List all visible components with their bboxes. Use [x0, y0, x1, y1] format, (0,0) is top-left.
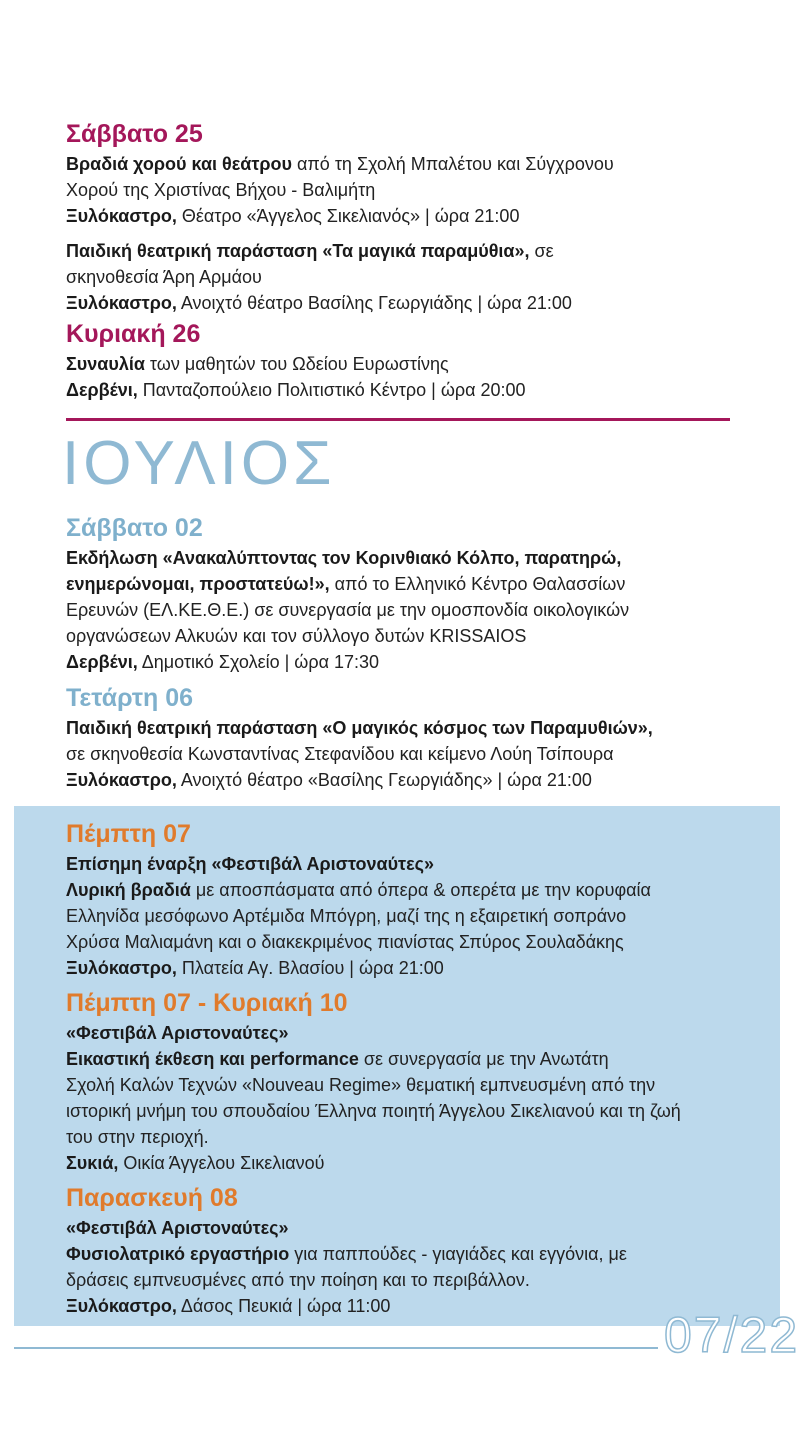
event-line: «Φεστιβάλ Αριστοναύτες»: [66, 1218, 289, 1238]
event-location: Ξυλόκαστρο, Δάσος Πευκιά | ώρα 11:00: [66, 1296, 391, 1316]
event-line: Παιδική θεατρική παράσταση «Ο μαγικός κόσμος των Παραμυθιών»,: [66, 718, 653, 738]
event-day-thu07-sun10: [66, 989, 746, 1176]
event-day-sat25: [66, 120, 746, 316]
event-line: Εκδήλωση «Ανακαλύπτοντας τον Κορινθιακό Κόλπο, παρατηρώ,: [66, 548, 622, 568]
event-location: Ξυλόκαστρο, Πλατεία Αγ. Βλασίου | ώρα 21:00: [66, 958, 444, 978]
day-heading: Σάββατο 25: [66, 120, 203, 148]
event-line: Ερευνών (ΕΛ.ΚΕ.Θ.Ε.) σε συνεργασία με την ομοσπονδία οικολογικών: [66, 600, 630, 620]
event-line: Βραδιά χορού και θεάτρου από τη Σχολή Μπαλέτου και Σύγχρονου: [66, 154, 614, 174]
event-line: Λυρική βραδιά με αποσπάσματα από όπερα & οπερέτα με την κορυφαία: [66, 880, 651, 900]
event-location: Ξυλόκαστρο, Θέατρο «Άγγελος Σικελιανός» | ώρα 21:00: [66, 206, 520, 226]
event-line: Χρύσα Μαλιαμάνη και ο διακεκριμένος πιανίστας Σπύρος Σουλαδάκης: [66, 932, 624, 952]
event-line: Ελληνίδα μεσόφωνο Αρτέμιδα Μπόγρη, μαζί της η εξαιρετική σοπράνο: [66, 906, 627, 926]
month-title: ΙΟΥΛΙΟΣ: [62, 429, 336, 498]
event-line: ιστορική μνήμη του σπουδαίου Έλληνα ποιητή Άγγελου Σικελιανού και τη ζωή: [66, 1101, 681, 1121]
section-divider: [66, 418, 730, 421]
page-number: 07/22: [664, 1307, 800, 1363]
event-location: Ξυλόκαστρο, Ανοιχτό θέατρο «Βασίλης Γεωργιάδης» | ώρα 21:00: [66, 770, 592, 790]
day-heading: Τετάρτη 06: [66, 684, 194, 712]
event-line: Χορού της Χριστίνας Βήχου - Βαλιμήτη: [66, 180, 376, 200]
day-heading: Κυριακή 26: [66, 320, 201, 348]
event-location: Συκιά, Οικία Άγγελου Σικελιανού: [66, 1153, 325, 1173]
event-line: του στην περιοχή.: [66, 1127, 209, 1147]
footer-line: [14, 1347, 658, 1349]
event-day-fri08: [66, 1184, 746, 1319]
event-line: Φυσιολατρικό εργαστήριο για παππούδες - γιαγιάδες και εγγόνια, με: [66, 1244, 627, 1264]
event-location: Ξυλόκαστρο, Ανοιχτό θέατρο Βασίλης Γεωργιάδης | ώρα 21:00: [66, 293, 572, 313]
event-line: Επίσημη έναρξη «Φεστιβάλ Αριστοναύτες»: [66, 854, 434, 874]
event-line: Παιδική θεατρική παράσταση «Τα μαγικά παραμύθια», σε: [66, 241, 554, 261]
event-line: Σχολή Καλών Τεχνών «Nouveau Regime» θεματική εμπνευσμένη από την: [66, 1075, 656, 1095]
event-line: Εικαστική έκθεση και performance σε συνεργασία με την Ανωτάτη: [66, 1049, 609, 1069]
event-line: ενημερώνομαι, προστατεύω!», από το Ελληνικό Κέντρο Θαλασσίων: [66, 574, 626, 594]
day-heading: Πέμπτη 07: [66, 820, 191, 848]
day-heading: Σάββατο 02: [66, 514, 203, 542]
event-line: «Φεστιβάλ Αριστοναύτες»: [66, 1023, 289, 1043]
day-heading: Παρασκευή 08: [66, 1184, 238, 1212]
event-location: Δερβένι, Πανταζοπούλειο Πολιτιστικό Κέντρο | ώρα 20:00: [66, 380, 526, 400]
event-day-sun26: [66, 320, 746, 403]
event-day-wed06: [66, 684, 746, 793]
event-day-sat02: [66, 514, 746, 675]
event-line: σε σκηνοθεσία Κωνσταντίνας Στεφανίδου και κείμενο Λούη Τσίπουρα: [66, 744, 614, 764]
event-day-thu07: [66, 820, 746, 981]
event-line: Συναυλία των μαθητών του Ωδείου Ευρωστίνης: [66, 354, 449, 374]
event-line: οργανώσεων Αλκυών και τον σύλλογο δυτών KRISSAIOS: [66, 626, 527, 646]
day-heading: Πέμπτη 07 - Κυριακή 10: [66, 989, 348, 1017]
event-line: σκηνοθεσία Άρη Αρμάου: [66, 267, 262, 287]
event-line: δράσεις εμπνευσμένες από την ποίηση και το περιβάλλον.: [66, 1270, 530, 1290]
event-location: Δερβένι, Δημοτικό Σχολείο | ώρα 17:30: [66, 652, 380, 672]
